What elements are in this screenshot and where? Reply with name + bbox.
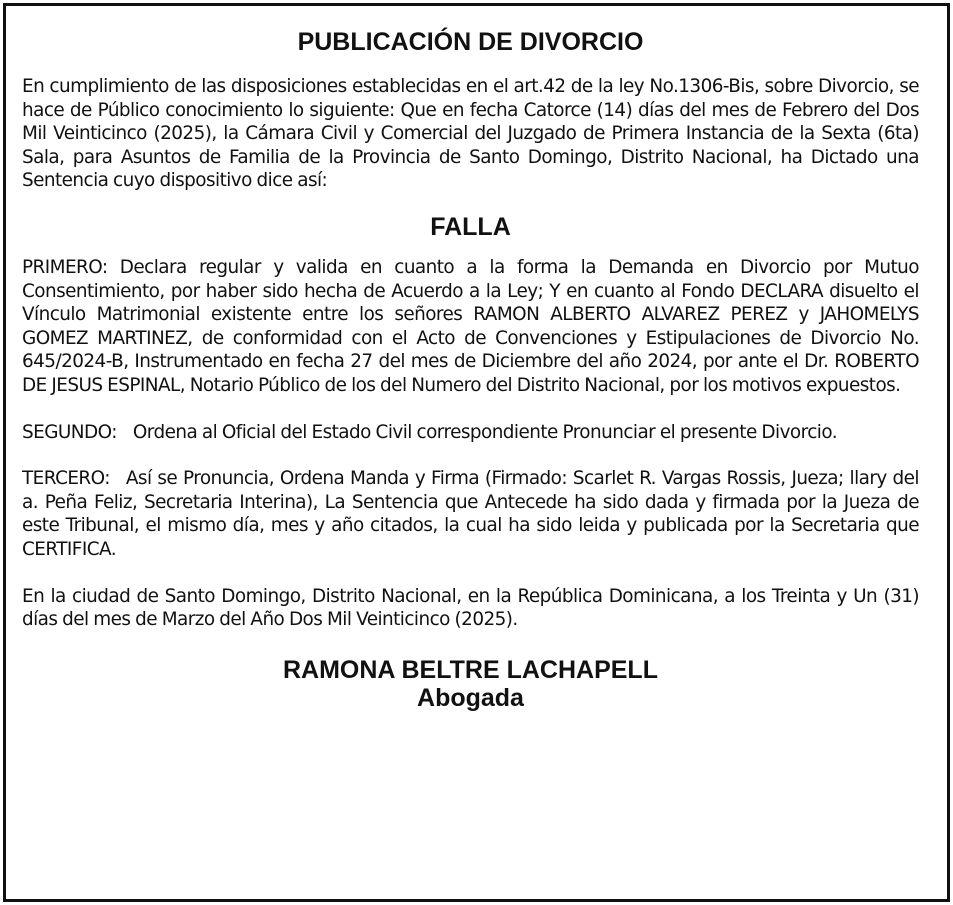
segundo-text: Ordena al Oficial del Estado Civil correspondiente Pronunciar el presente Divorcio.: [132, 421, 838, 443]
paragraph-gap: [22, 562, 919, 585]
closing-paragraph: En la ciudad de Santo Domingo, Distrito Nacional, en la República Dominicana, a los Treinta y Un (31) días del mes de Marzo del Año Dos Mil Veinticinco (2025).: [22, 585, 919, 631]
paragraph-gap: [22, 444, 919, 467]
primero-paragraph: PRIMERO: Declara regular y valida en cuanto a la forma la Demanda en Divorcio por Mutuo Consentimiento, por haber sido hecha de Acuerdo a la Ley; Y en cuanto al Fondo DECLARA disuelto el Vínculo Matrimonial existente entre los señores RAMON ALBERTO ALVAREZ PEREZ y JAHOMELYS GOMEZ MARTINEZ, de conformidad con el Acto de Convenciones y Estipulaciones de Divorcio No. 645/2024-B, Instrumentado en fecha 27 del mes de Diciembre del año 2024, por ante el Dr. ROBERTO DE JESUS ESPINAL, Notario Público de los del Numero del Distrito Nacional, por los motivos expuestos.: [22, 256, 919, 396]
notice-content: [22, 22, 919, 712]
signature-name: RAMONA BELTRE LACHAPELL: [283, 655, 658, 684]
intro-paragraph: En cumplimiento de las disposiciones establecidas en el art.42 de la ley No.1306-Bis, sobre Divorcio, se hace de Público conocimiento lo siguiente: Que en fecha Catorce (14) días del mes de Febrero del Dos Mil Veinticinco (2025), la Cámara Civil y Comercial del Juzgado de Primera Instancia de la Sexta (6ta) Sala, para Asuntos de Familia de la Provincia de Santo Domingo, Distrito Nacional, ha Dictado una Sentencia cuyo dispositivo dice así:: [22, 76, 919, 192]
segundo-label: SEGUNDO:: [22, 421, 117, 443]
signature-role: Abogada: [417, 683, 524, 712]
tercero-text: Así se Pronuncia, Ordena Manda y Firma (Firmado: Scarlet R. Vargas Rossis, Jueza; llary del a. Peña Feliz, Secretaria Interina), La Sentencia que Antecede ha sido dada y firmada por la Jueza de este Tribunal, el mismo día, mes y año citados, la cual ha sido leida y publicada por la Secretaria que CERTIFICA.: [22, 468, 919, 560]
segundo-paragraph: [22, 421, 919, 445]
tercero-paragraph: [22, 467, 919, 561]
tercero-label: TERCERO:: [22, 468, 110, 490]
paragraph-gap: [22, 398, 919, 421]
section-title-falla: FALLA: [430, 212, 511, 241]
notice-title: PUBLICACIÓN DE DIVORCIO: [297, 28, 644, 56]
